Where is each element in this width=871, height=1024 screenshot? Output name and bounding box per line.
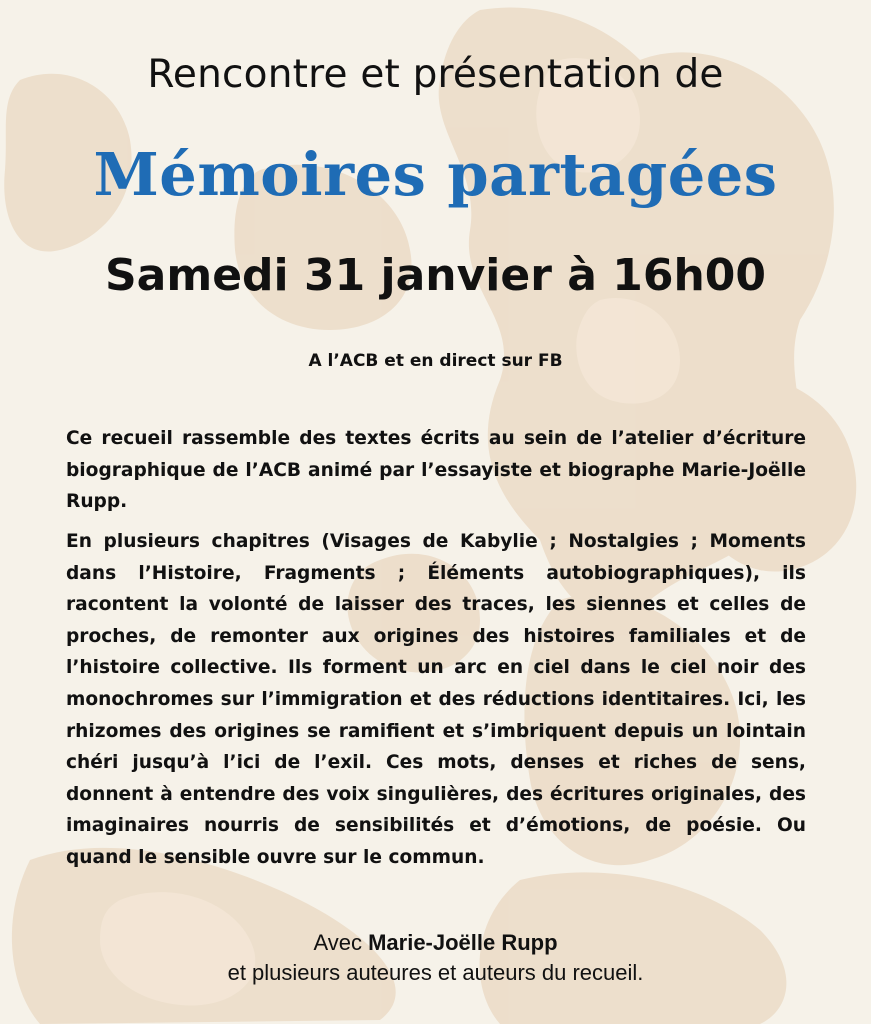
guests-others: et plusieurs auteures et auteurs du recueil. (227, 960, 644, 985)
host-name: Marie-Joëlle Rupp (368, 930, 558, 955)
venue-line: A l’ACB et en direct sur FB (308, 351, 563, 371)
event-date: Samedi 31 janvier à 16h00 (104, 250, 767, 301)
book-title: Mémoires partagées (93, 140, 778, 209)
guests-block (0, 928, 871, 988)
description-paragraph-2: En plusieurs chapitres (Visages de Kabylie ; Nostalgies ; Moments dans l’Histoire, Fragments ; Éléments autobiographiques), ils racontent la volonté de laisser des traces, les siennes et celles de proches, de remonter aux origines des histoires familiales et de l’histoire collective. Ils forment un arc en ciel dans le ciel noir des monochromes sur l’immigration et des réductions identitaires. Ici, les rhizomes des origines se ramifient et s’imbriquent depuis un lointain chéri jusqu’à l’ici de l’exil. Ces mots, denses et riches de sens, donnent à entendre des voix singulières, des écritures originales, des imaginaires nourris de sensibilités et d’émotions, de poésie. Ou quand le sensible ouvre sur le commun. (66, 531, 806, 868)
guests-prefix: Avec (313, 930, 362, 955)
description-paragraph-1: Ce recueil rassemble des textes écrits au sein de l’atelier d’écriture biographique de l’ACB animé par l’essayiste et biographe Marie-Joëlle Rupp. (66, 428, 806, 513)
intro-line: Rencontre et présentation de (147, 52, 724, 97)
